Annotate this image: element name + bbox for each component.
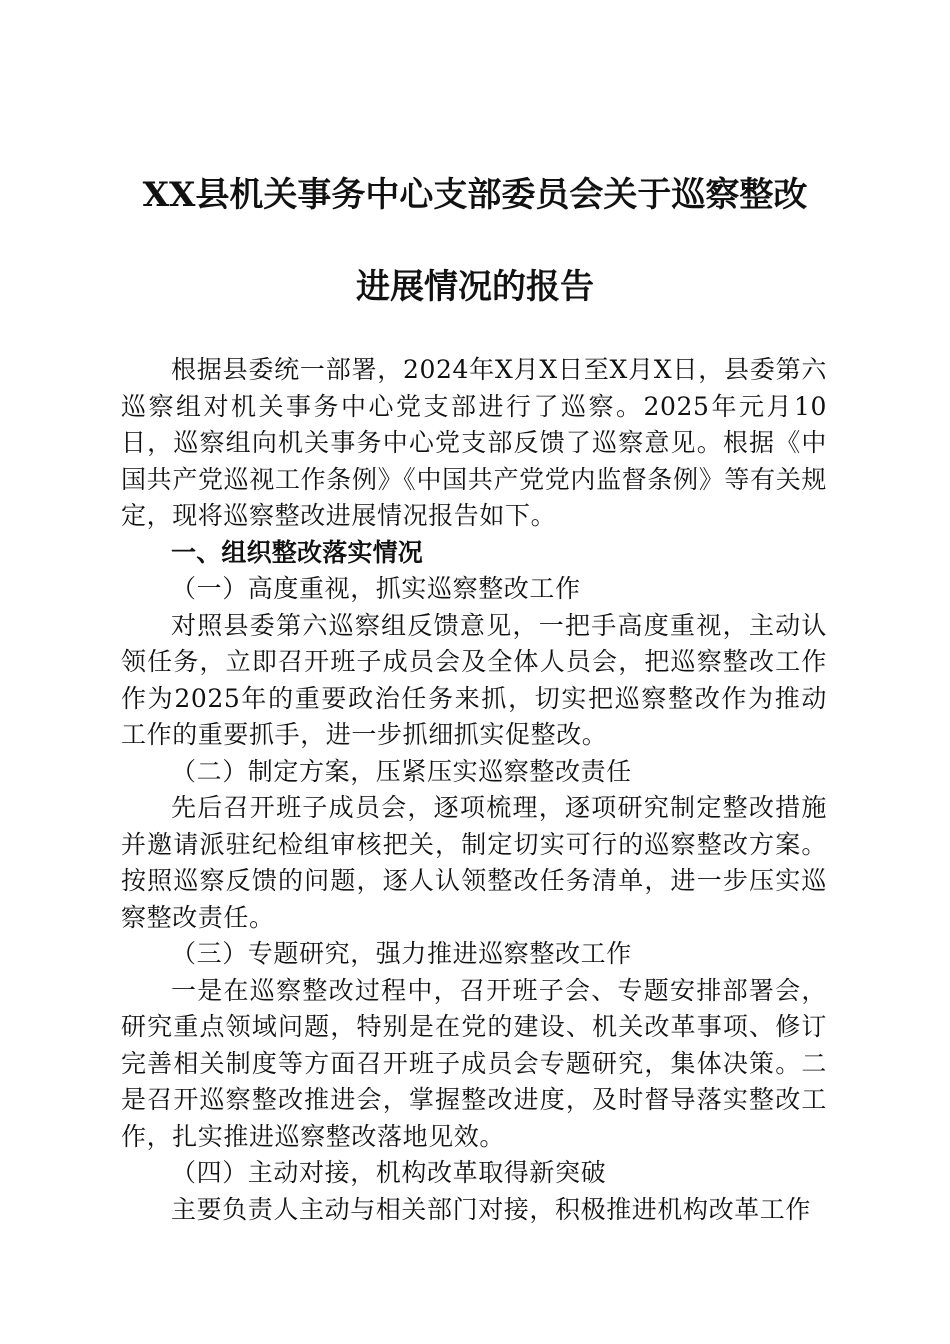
document-title-line-2: 进展情况的报告 — [356, 267, 594, 307]
paragraph-intro: 根据县委统一部署，2024年X月X日至X月X日，县委第六巡察组对机关事务中心党支部进行了巡察。2025年元月10日，巡察组向机关事务中心党支部反馈了巡察意见。根据《中国共产党巡视工作条例》《中国共产党党内监督条例》等有关规定，现将巡察整改进展情况报告如下。 — [121, 355, 827, 530]
section-heading-1: 一、组织整改落实情况 — [171, 537, 424, 567]
paragraph-3: 一是在巡察整改过程中，召开班子会、专题安排部署会，研究重点领域问题，特别是在党的建设、机关改革事项、修订完善相关制度等方面召开班子成员会专题研究，集体决策。二是召开巡察整改推进会，掌握整改进度，及时督导落实整改工作，扎实推进巡察整改落地见效。 — [121, 975, 827, 1151]
paragraph-4: 主要负责人主动与相关部门对接，积极推进机构改革工作 — [171, 1194, 812, 1224]
document-body — [121, 352, 827, 1228]
subsection-heading-3: （三）专题研究，强力推进巡察整改工作 — [171, 939, 632, 968]
paragraph-2: 先后召开班子成员会，逐项梳理，逐项研究制定整改措施并邀请派驻纪检组审核把关，制定切实可行的巡察整改方案。按照巡察反馈的问题，逐人认领整改任务清单，进一步压实巡察整改责任。 — [121, 793, 827, 932]
document-title-line-1: XX县机关事务中心支部委员会关于巡察整改 — [142, 175, 808, 215]
subsection-heading-4: （四）主动对接，机构改革取得新突破 — [171, 1158, 607, 1187]
subsection-heading-1: （一）高度重视，抓实巡察整改工作 — [171, 574, 581, 603]
paragraph-1: 对照县委第六巡察组反馈意见，一把手高度重视，主动认领任务，立即召开班子成员会及全体人员会，把巡察整改工作作为2025年的重要政治任务来抓，切实把巡察整改作为推动工作的重要抓手，进一步抓细抓实促整改。 — [121, 610, 827, 749]
subsection-heading-2: （二）制定方案，压紧压实巡察整改责任 — [171, 756, 632, 786]
